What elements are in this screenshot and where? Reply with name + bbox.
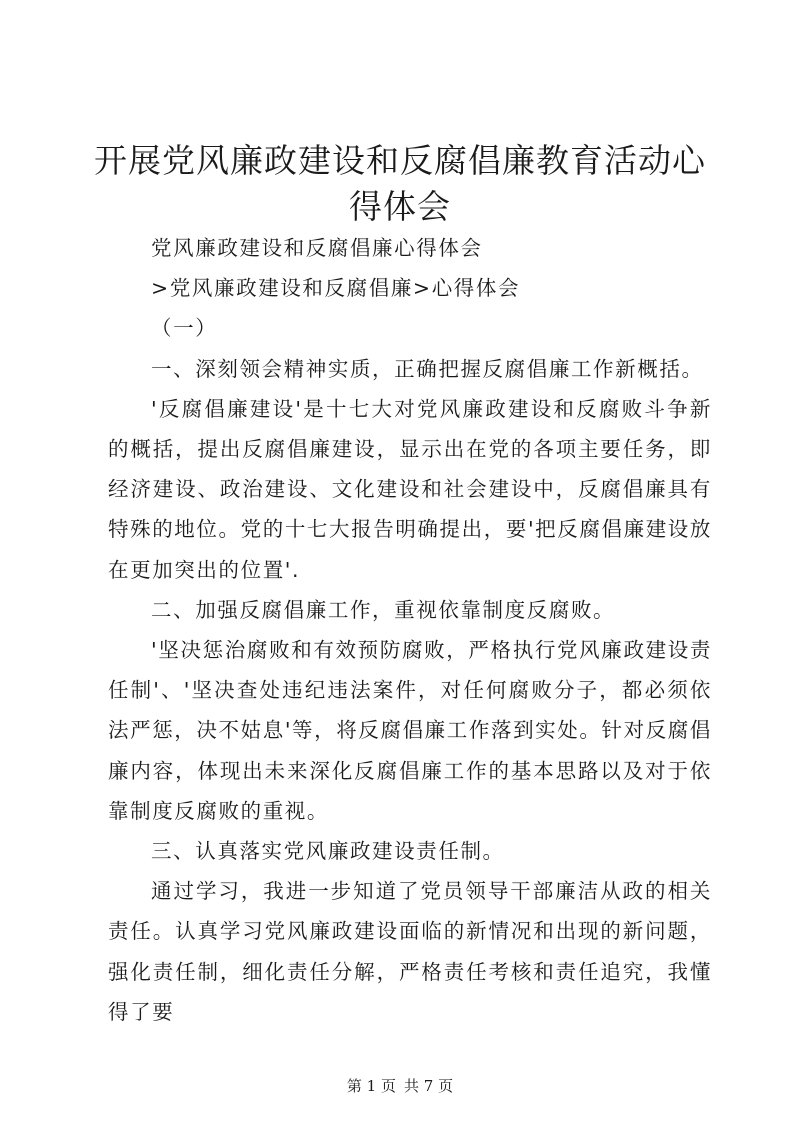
paragraph: （一） [151,316,218,341]
page-number: 第 1 页 [346,1077,396,1095]
paragraph: '反腐倡廉建设'是十七大对党风廉政建设和反腐败斗争新的概括，提出反腐倡廉建设，显示出在党的各项主要任务，即经济建设、政治建设、文化建设和社会建设中，反腐倡廉具有特殊的地位。党的十七大报告明确提出，要'把反腐倡廉建设放在更加突出的位置'. [108,396,712,582]
page-total: 共 7 页 [404,1077,454,1095]
paragraph: 一、深刻领会精神实质，正确把握反腐倡廉工作新概括。 [151,356,704,381]
paragraph: '坚决惩治腐败和有效预防腐败，严格执行党风廉政建设责任制'、'坚决查处违纪违法案件，对任何腐败分子，都必须依法严惩，决不姑息'等，将反腐倡廉工作落到实处。针对反腐倡廉内容，体现出未来深化反腐倡廉工作的基本思路以及对于依靠制度反腐败的重视。 [108,638,712,823]
paragraph: >党风廉政建设和反腐倡廉>心得体会 [151,276,521,301]
paragraph: 二、加强反腐倡廉工作，重视依靠制度反腐败。 [151,597,616,622]
paragraph: 通过学习，我进一步知道了党员领导干部廉洁从政的相关责任。认真学习党风廉政建设面临的新情况和出现的新问题，强化责任制，细化责任分解，严格责任考核和责任追究，我懂得了要 [108,879,712,1024]
page-footer [0,1076,800,1096]
document-body [108,228,712,1032]
paragraph: 三、认真落实党风廉政建设责任制。 [151,839,505,864]
paragraph: 党风廉政建设和反腐倡廉心得体会 [151,236,483,260]
document-title: 开展党风廉政建设和反腐倡廉教育活动心得体会 [94,141,706,226]
